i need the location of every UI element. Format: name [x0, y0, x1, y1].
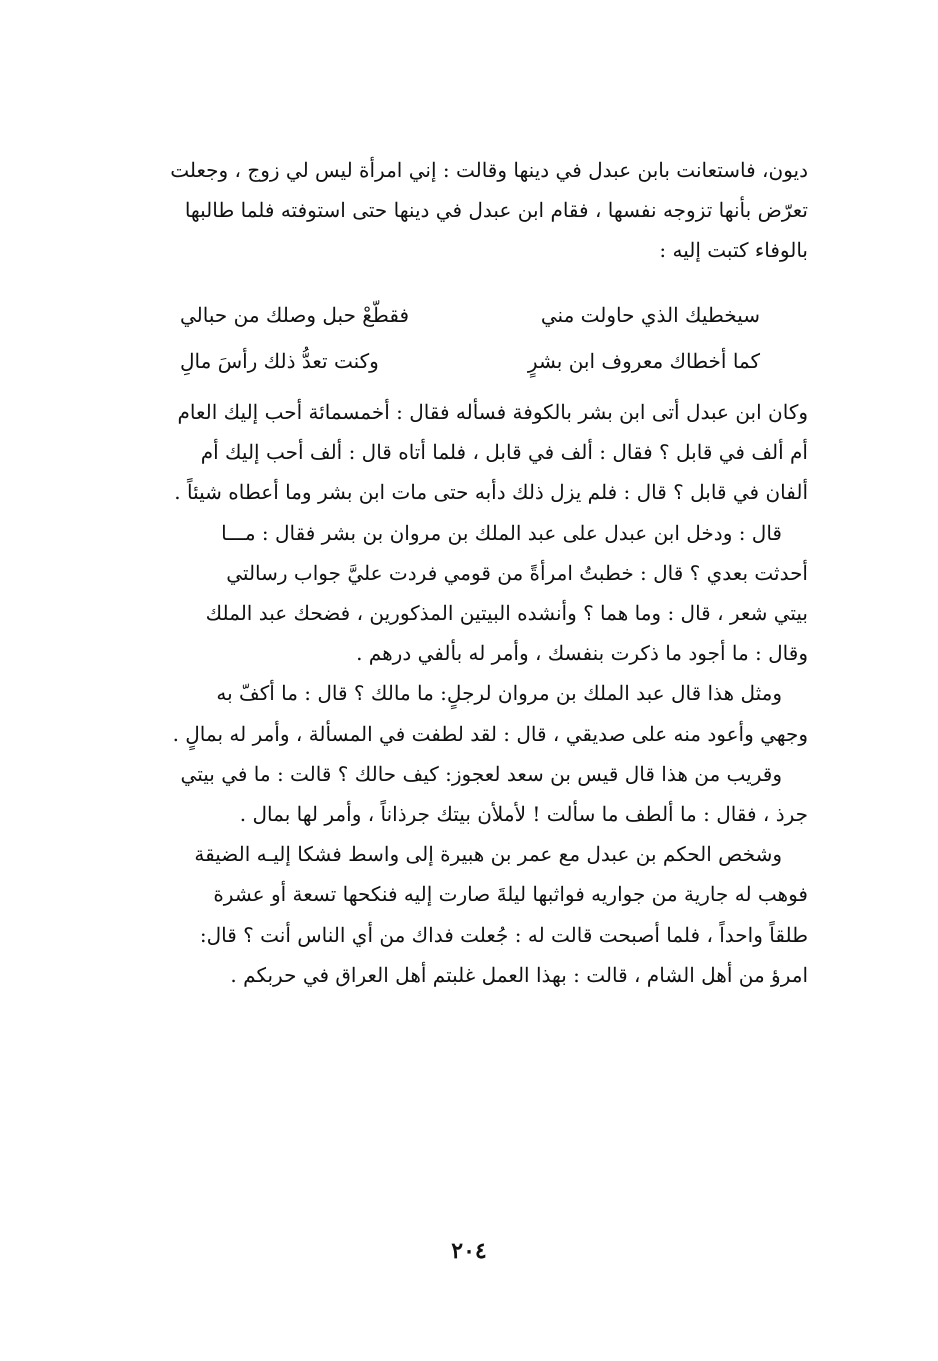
- text-line: أم ألف في قابل ؟ فقال : ألف في قابل ، فلما أتاه قال : ألف أحب إليك أم: [200, 440, 808, 465]
- text-line: بيتي شعر ، قال : وما هما ؟ وأنشده البيتين المذكورين ، فضحك عبد الملك: [205, 601, 808, 626]
- text-line: وجهي وأعود منه على صديقي ، قال : لقد لطفت في المسألة ، وأمر له بمالٍ .: [172, 721, 808, 746]
- text-line: ألفان في قابل ؟ قال : فلم يزل ذلك دأبه حتى مات ابن بشر وما أعطاه شيئاً .: [174, 480, 808, 505]
- poem-verse: [180, 338, 760, 384]
- verse-second-hemistich: وكنت تعدُّ ذلك رأسَ مالِ: [180, 349, 379, 373]
- text-line: طلقاً واحداً ، فلما أصبحت قالت له : جُعلت فداك من أي الناس أنت ؟ قال:: [199, 922, 808, 947]
- poem-verse: [180, 292, 760, 338]
- text-line: بالوفاء كتبت إليه :: [659, 238, 808, 262]
- verse-first-hemistich: كما أخطاك معروف ابن بشرٍ: [527, 349, 760, 373]
- text-line: جرذ ، فقال : ما ألطف ما سألت ! لأملأن بيتك جرذاناً ، وأمر لها بمال .: [239, 802, 808, 827]
- text-line: تعرّض بأنها تزوجه نفسها ، فقام ابن عبدل في دينها حتى استوفته فلما طالبها: [184, 198, 808, 222]
- text-line: وشخص الحكم بن عبدل مع عمر بن هبيرة إلى واسط فشكا إليـه الضيقة: [194, 842, 782, 867]
- text-line: فوهب له جارية من جواريه فواثبها ليلةَ صارت إليه فنكحها تسعة أو عشرة: [213, 882, 808, 907]
- text-line: قال : ودخل ابن عبدل على عبد الملك بن مروان بن بشر فقال : مـــا: [221, 520, 782, 545]
- text-line: ومثل هذا قال عبد الملك بن مروان لرجلٍ: ما مالك ؟ قال : ما أكفّ به: [216, 681, 782, 706]
- verse-second-hemistich: فقطّعْ حبل وصلك من حبالي: [180, 303, 410, 327]
- body-text: [118, 392, 808, 995]
- text-line: ديون، فاستعانت بابن عبدل في دينها وقالت : إني امرأة ليس لي زوج ، وجعلت: [170, 158, 808, 182]
- page-number: ٢٠٤: [451, 1238, 487, 1264]
- text-line: وقال : ما أجود ما ذكرت بنفسك ، وأمر له بألفي درهم .: [356, 641, 808, 666]
- text-line: وكان ابن عبدل أتى ابن بشر بالكوفة فسأله فقال : أخمسمائة أحب إليك العام: [177, 400, 808, 424]
- verse-first-hemistich: سيخطيك الذي حاولت مني: [540, 303, 760, 327]
- text-line: أحدثت بعدي ؟ قال : خطبتُ امرأةً من قومي فردت عليَّ جواب رسالتي: [226, 560, 808, 585]
- intro-paragraph: [118, 150, 808, 270]
- text-line: امرؤ من أهل الشام ، قالت : بهذا العمل غلبتم أهل العراق في حربكم .: [230, 962, 808, 987]
- poem: [180, 292, 760, 384]
- text-line: وقريب من هذا قال قيس بن سعد لعجوز: كيف حالك ؟ قالت : ما في بيتي: [180, 761, 782, 786]
